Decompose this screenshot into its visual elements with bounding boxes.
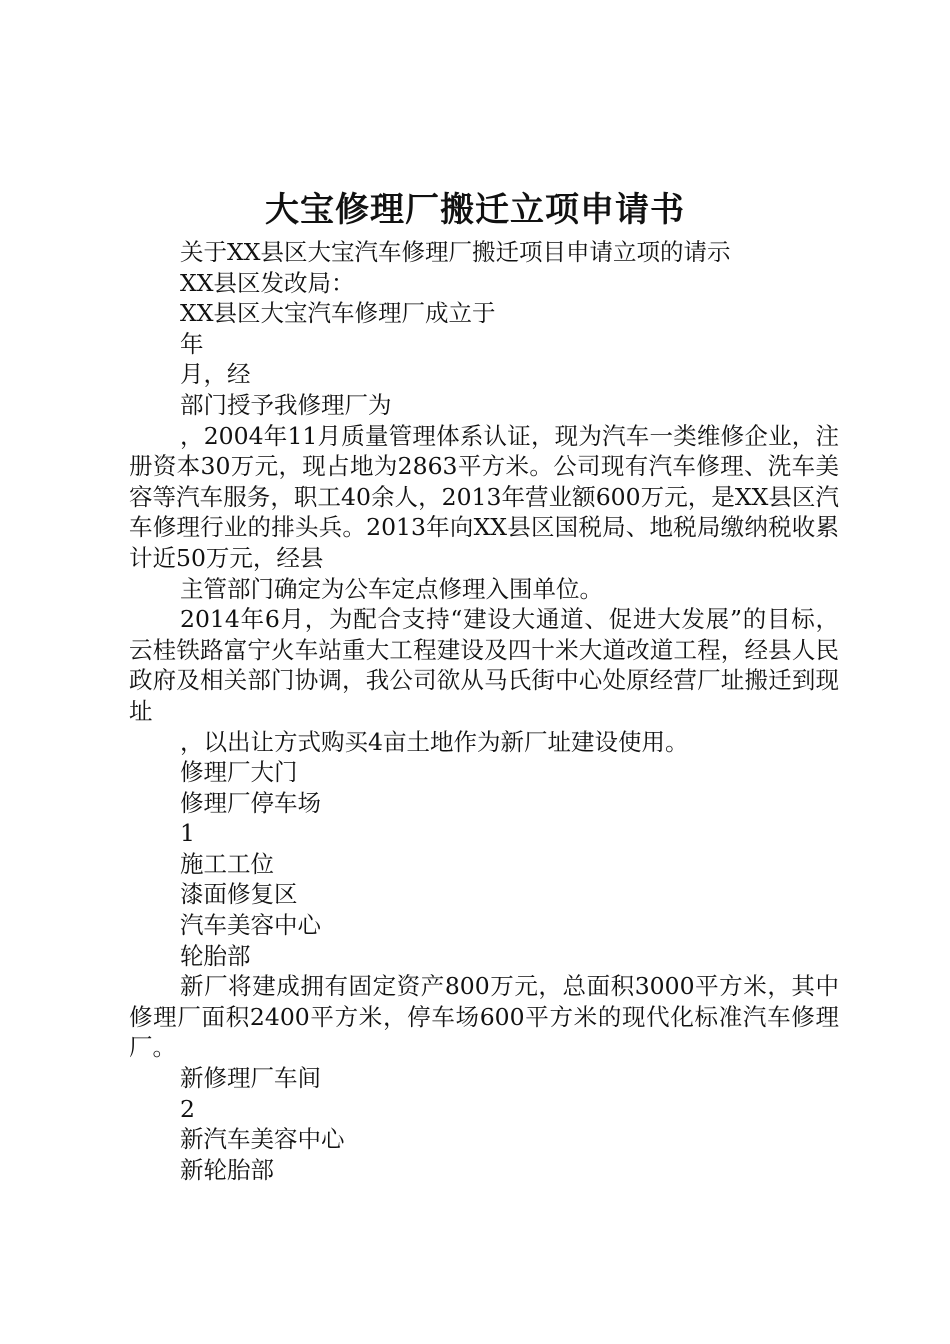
photo-caption-tire-dept: 轮胎部	[180, 941, 251, 970]
text-line-department: 部门授予我修理厂为	[180, 390, 392, 419]
paragraph-relocation-reason: 2014年6月，为配合支持“建设大通道、促进大发展”的目标，云桂铁路富宁火车站重大工程建设及四十米大道改道工程，经县人民政府及相关部门协调，我公司欲从马氏街中心处原经营厂址搬迁到现址	[129, 605, 839, 725]
text-line-founded: XX县区大宝汽车修理厂成立于	[180, 299, 496, 328]
photo-caption-new-tire-dept: 新轮胎部	[180, 1155, 274, 1184]
document-title: 大宝修理厂搬迁立项申请书	[265, 190, 685, 230]
text-line-addressee: XX县区发改局：	[180, 268, 355, 297]
photo-caption-paint-repair: 漆面修复区	[180, 880, 298, 909]
text-line-year: 年	[180, 329, 204, 358]
paragraph-company-profile: ，2004年11月质量管理体系认证，现为汽车一类维修企业，注册资本30万元，现占地为2863平方米。公司现有汽车修理、洗车美容等汽车服务，职工40余人，2013年营业额600万元，是XX县区汽车修理行业的排头兵。2013年向XX县区国税局、地税局缴纳税收累计近50万元，经县	[129, 421, 839, 572]
page-number: 2	[180, 1094, 195, 1123]
text-line-designated-unit: 主管部门确定为公车定点修理入围单位。	[180, 574, 603, 603]
text-line-land-purchase: ，以出让方式购买4亩土地作为新厂址建设使用。	[180, 727, 689, 756]
photo-caption-workstation: 施工工位	[180, 849, 274, 878]
photo-caption-new-beauty-center: 新汽车美容中心	[180, 1125, 345, 1154]
photo-caption-new-workshop: 新修理厂车间	[180, 1064, 321, 1093]
page-number: 1	[180, 819, 195, 848]
paragraph-new-plant: 新厂将建成拥有固定资产800万元，总面积3000平方米，其中修理厂面积2400平方米，停车场600平方米的现代化标准汽车修理厂。	[129, 972, 839, 1062]
photo-caption-beauty-center: 汽车美容中心	[180, 911, 321, 940]
photo-caption-parking: 修理厂停车场	[180, 788, 321, 817]
text-line-month: 月，经	[180, 360, 251, 389]
text-line-request-subject: 关于XX县区大宝汽车修理厂搬迁项目申请立项的请示	[180, 238, 731, 266]
document-body	[129, 237, 839, 1185]
photo-caption-gate: 修理厂大门	[180, 758, 298, 787]
